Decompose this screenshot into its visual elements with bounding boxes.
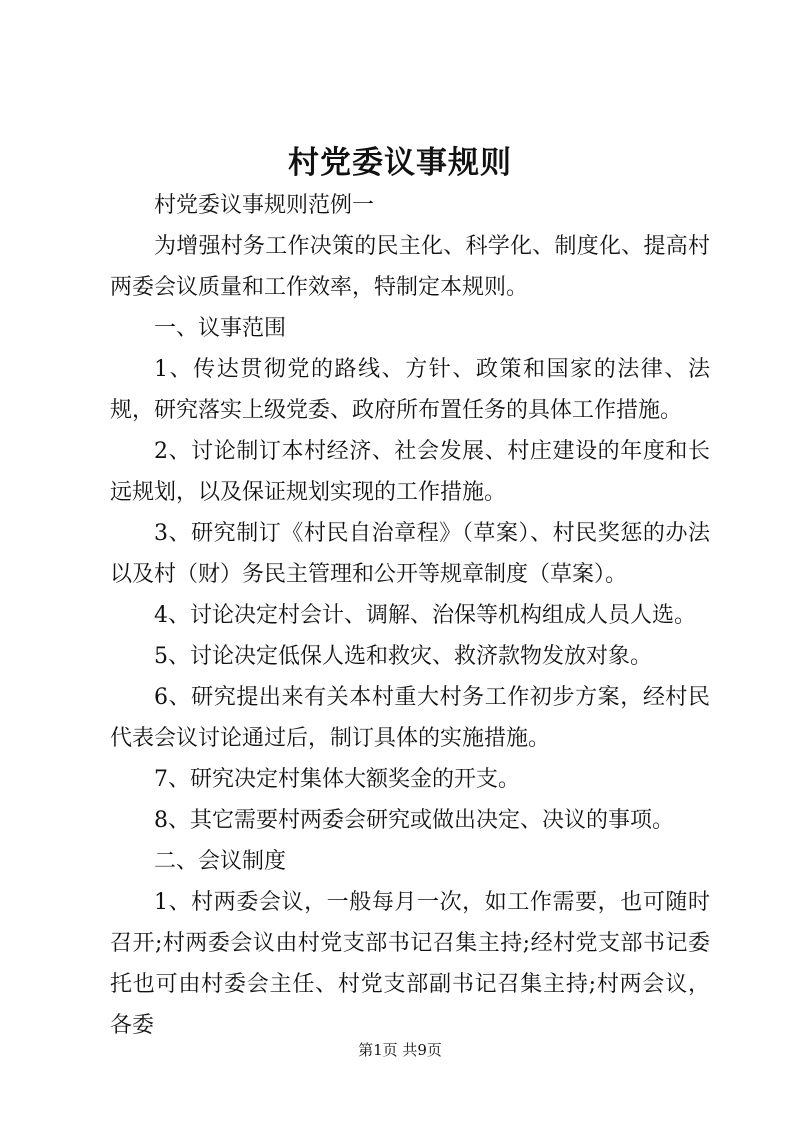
paragraph: 3、研究制订《村民自治章程》（草案）、村民奖惩的办法以及村（财）务民主管理和公开等规章制度（草案）。 (110, 521, 710, 587)
paragraph: 5、讨论决定低保人选和救灾、救济款物发放对象。 (154, 644, 652, 669)
paragraph: 为增强村务工作决策的民主化、科学化、制度化、提高村两委会议质量和工作效率，特制定本规则。 (110, 234, 710, 300)
document-body (110, 185, 710, 1046)
paragraph: 1、村两委会议，一般每月一次，如工作需要，也可随时召开;村两委会议由村党支部书记召集主持;经村党支部书记委托也可由村委会主任、村党支部副书记召集主持;村两会议，各委 (110, 890, 710, 1038)
section-heading: 一、议事范围 (154, 316, 287, 341)
paragraph: 8、其它需要村两委会研究或做出决定、决议的事项。 (154, 808, 674, 833)
page-number-footer: 第1页 共9页 (358, 1041, 442, 1059)
paragraph: 7、研究决定村集体大额奖金的开支。 (154, 767, 520, 792)
paragraph: 1、传达贯彻党的路线、方针、政策和国家的法律、法规，研究落实上级党委、政府所布置任务的具体工作措施。 (110, 357, 710, 423)
paragraph: 村党委议事规则范例一 (154, 193, 375, 218)
paragraph: 2、讨论制订本村经济、社会发展、村庄建设的年度和长远规划，以及保证规划实现的工作措施。 (110, 439, 710, 505)
document-title: 村党委议事规则 (288, 145, 512, 181)
section-heading: 二、会议制度 (154, 849, 287, 874)
paragraph: 6、研究提出来有关本村重大村务工作初步方案，经村民代表会议讨论通过后，制订具体的实施措施。 (110, 685, 710, 751)
paragraph: 4、讨论决定村会计、调解、治保等机构组成人员人选。 (154, 603, 696, 628)
